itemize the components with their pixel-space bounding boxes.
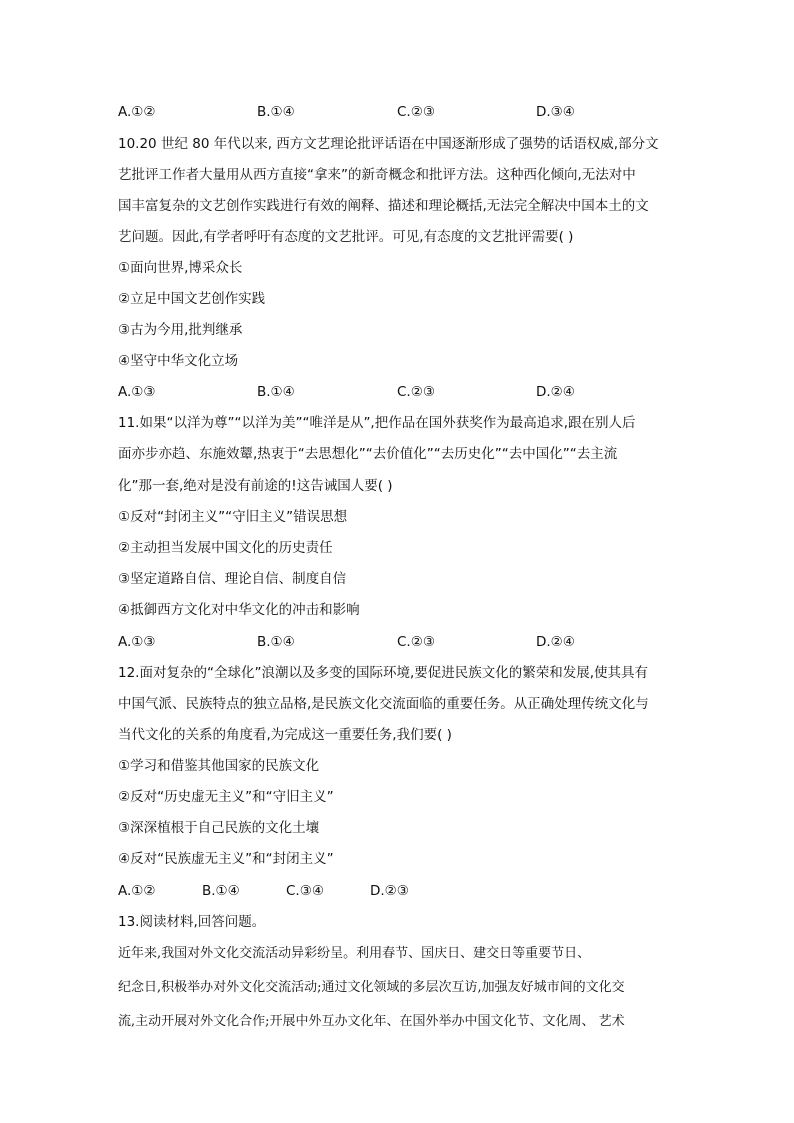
- q9-option-c: C.②③: [397, 104, 435, 120]
- q11-choice-1: ①反对“封闭主义”“守旧主义”错误思想: [118, 509, 348, 525]
- q10-option-c: C.②③: [397, 384, 435, 400]
- q11-choice-2: ②主动担当发展中国文化的历史责任: [118, 540, 333, 556]
- q10-option-d: D.②④: [536, 384, 575, 400]
- q13-material-line-1: 近年来,我国对外文化交流活动异彩纷呈。利用春节、国庆日、建交日等重要节日、: [118, 946, 591, 961]
- q12-choice-3: ③深深植根于自己民族的文化土壤: [118, 820, 320, 836]
- q11-option-a: A.①③: [118, 634, 156, 650]
- q9-option-b: B.①④: [257, 104, 295, 120]
- q10-choice-1: ①面向世界,博采众长: [118, 260, 243, 276]
- q10-stem-line-2: 艺批评工作者大量用从西方直接“拿来”的新奇概念和批评方法。这种西化倾向,无法对中: [118, 167, 636, 183]
- q10-stem-line-1: 10.20 世纪 80 年代以来, 西方文艺理论批评话语在中国逐渐形成了强势的话语权威,部分文: [118, 136, 659, 152]
- q11-choice-4: ④抵御西方文化对中华文化的冲击和影响: [118, 602, 360, 618]
- q10-stem-line-3: 国丰富复杂的文艺创作实践进行有效的阐释、描述和理论概括,无法完全解决中国本土的文: [118, 198, 649, 214]
- q12-stem-line-3: 当代文化的关系的角度看,为完成这一重要任务,我们要( ): [118, 727, 452, 743]
- q9-option-a: A.①②: [118, 104, 156, 120]
- q12-choice-4: ④反对“民族虚无主义”和“封闭主义”: [118, 851, 334, 867]
- q13-stem: 13.阅读材料,回答问题。: [118, 914, 266, 930]
- q13-material-line-2: 纪念日,积极举办对外文化交流活动;通过文化领域的多层次互访,加强友好城市间的文化交: [118, 980, 625, 995]
- q10-stem-line-4: 艺问题。因此,有学者呼吁有态度的文艺批评。可见,有态度的文艺批评需要( ): [118, 229, 574, 245]
- q12-option-c: C.③④: [286, 883, 324, 899]
- q12-option-d: D.②③: [370, 883, 409, 899]
- q12-stem-line-2: 中国气派、民族特点的独立品格,是民族文化交流面临的重要任务。从正确处理传统文化与: [118, 696, 649, 712]
- q12-choice-1: ①学习和借鉴其他国家的民族文化: [118, 758, 320, 774]
- q11-choice-3: ③坚定道路自信、理论自信、制度自信: [118, 571, 347, 587]
- q10-option-b: B.①④: [257, 384, 295, 400]
- q11-stem-line-1: 11.如果“以洋为尊”“以洋为美”“唯洋是从”,把作品在国外获奖作为最高追求,跟在别人后: [118, 415, 636, 431]
- q10-choice-2: ②立足中国文艺创作实践: [118, 291, 266, 307]
- q9-option-d: D.③④: [536, 104, 575, 120]
- q12-stem-line-1: 12.面对复杂的“全球化”浪潮以及多变的国际环境,要促进民族文化的繁荣和发展,使其具有: [118, 665, 649, 681]
- q11-stem-line-2: 面亦步亦趋、东施效颦,热衷于“去思想化”“去价值化”“去历史化”“去中国化”“去主流: [118, 446, 618, 462]
- q11-option-d: D.②④: [536, 634, 575, 650]
- q11-option-b: B.①④: [257, 634, 295, 650]
- q13-material-line-3: 流,主动开展对外文化合作;开展中外互办文化年、在国外举办中国文化节、文化周、 艺术: [118, 1014, 625, 1029]
- q11-option-c: C.②③: [397, 634, 435, 650]
- q11-stem-line-3: 化”那一套,绝对是没有前途的!这告诫国人要( ): [118, 478, 393, 494]
- q10-choice-3: ③古为今用,批判继承: [118, 322, 243, 338]
- q10-option-a: A.①③: [118, 384, 156, 400]
- q12-choice-2: ②反对“历史虚无主义”和“守旧主义”: [118, 789, 334, 805]
- q10-choice-4: ④坚守中华文化立场: [118, 353, 239, 369]
- q12-option-b: B.①④: [202, 883, 240, 899]
- q12-option-a: A.①②: [118, 883, 156, 899]
